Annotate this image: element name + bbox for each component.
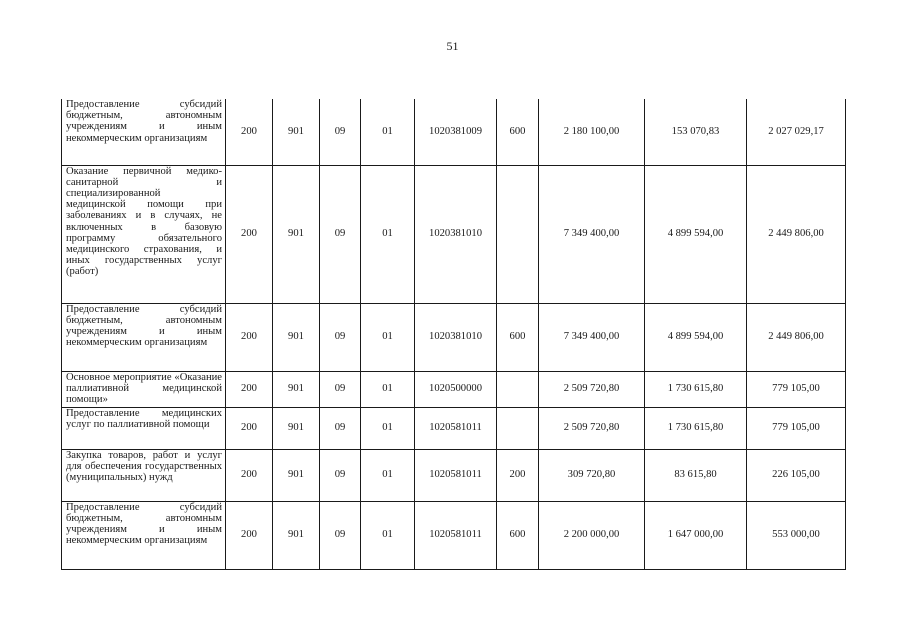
row-ministry-code-text: 901 <box>288 422 304 434</box>
row-executed-amount-text: 1 730 615,80 <box>667 383 724 395</box>
row-description-text: Оказание первичной медико-санитарной и специализированной медицинской помощи при заболеваниях и в случаях, не включенных в базовую программу обязательного медицинского страхования, и иных государственных услуг (работ) <box>66 165 222 278</box>
row-executed-amount-text: 4 899 594,00 <box>667 228 724 240</box>
row-executed-amount <box>645 501 747 569</box>
row-remaining-amount-text: 2 027 029,17 <box>768 126 824 138</box>
row-description <box>62 371 226 407</box>
row-target-code-text: 1020500000 <box>429 383 482 395</box>
row-executed-amount-text: 4 899 594,00 <box>667 331 724 343</box>
row-description-text: Предоставление медицинских услуг по паллиативной помощи <box>66 407 222 430</box>
row-subsection-code-text: 01 <box>382 126 393 138</box>
row-planned-amount <box>539 407 645 449</box>
row-subsection-code-text: 01 <box>382 422 393 434</box>
table-row <box>62 165 846 303</box>
row-subsection-code-text: 01 <box>382 469 393 481</box>
row-section-code-text: 09 <box>334 126 346 138</box>
row-remaining-amount-text: 2 449 806,00 <box>768 228 824 240</box>
row-target-code-text: 1020381009 <box>429 126 482 138</box>
row-executed-amount <box>645 407 747 449</box>
row-expense-type <box>497 449 539 501</box>
row-executed-amount <box>645 99 747 165</box>
row-code <box>226 99 273 165</box>
table-row <box>62 303 846 371</box>
row-remaining-amount-text: 2 449 806,00 <box>768 331 824 343</box>
row-subsection-code-text: 01 <box>382 228 393 240</box>
row-target-code-text: 1020381010 <box>429 331 482 343</box>
row-subsection-code <box>361 449 415 501</box>
row-target-code <box>415 407 497 449</box>
row-ministry-code <box>273 371 320 407</box>
row-section-code-text: 09 <box>334 383 346 395</box>
row-remaining-amount-text: 779 105,00 <box>772 383 820 395</box>
row-executed-amount-text: 153 070,83 <box>671 126 720 138</box>
row-subsection-code <box>361 407 415 449</box>
row-description <box>62 407 226 449</box>
table-row <box>62 407 846 449</box>
row-executed-amount-text: 83 615,80 <box>674 469 717 481</box>
row-code-text: 200 <box>241 331 257 343</box>
row-target-code-text: 1020581011 <box>429 422 482 434</box>
row-subsection-code <box>361 165 415 303</box>
row-target-code <box>415 501 497 569</box>
row-section-code <box>320 449 361 501</box>
row-ministry-code <box>273 501 320 569</box>
row-expense-type-text: 600 <box>509 331 526 343</box>
row-section-code-text: 09 <box>334 529 346 541</box>
row-ministry-code <box>273 165 320 303</box>
row-ministry-code <box>273 99 320 165</box>
row-ministry-code-text: 901 <box>288 228 304 240</box>
row-subsection-code <box>361 99 415 165</box>
row-ministry-code-text: 901 <box>288 331 304 343</box>
row-expense-type-text: 600 <box>509 529 526 541</box>
row-remaining-amount <box>747 501 846 569</box>
row-description-text: Предоставление субсидий бюджетным, автономным учреждениям и иным некоммерческим организациям <box>66 501 222 547</box>
row-section-code <box>320 165 361 303</box>
row-code <box>226 449 273 501</box>
row-description-text: Закупка товаров, работ и услуг для обеспечения государственных (муниципальных) нужд <box>66 449 222 483</box>
row-code <box>226 303 273 371</box>
row-remaining-amount-text: 779 105,00 <box>772 422 820 434</box>
row-section-code-text: 09 <box>334 469 346 481</box>
row-target-code <box>415 99 497 165</box>
row-code <box>226 165 273 303</box>
row-target-code-text: 1020381010 <box>429 228 482 240</box>
table-row <box>62 371 846 407</box>
row-section-code-text: 09 <box>334 422 346 434</box>
row-executed-amount <box>645 165 747 303</box>
row-remaining-amount <box>747 303 846 371</box>
row-description <box>62 165 226 303</box>
row-section-code <box>320 303 361 371</box>
row-section-code <box>320 407 361 449</box>
row-code-text: 200 <box>241 469 257 481</box>
row-section-code-text: 09 <box>334 228 346 240</box>
row-expense-type <box>497 407 539 449</box>
row-target-code <box>415 303 497 371</box>
row-planned-amount-text: 2 509 720,80 <box>563 422 620 434</box>
row-subsection-code <box>361 371 415 407</box>
row-expense-type-text: 200 <box>509 469 526 481</box>
table-row <box>62 449 846 501</box>
row-description <box>62 501 226 569</box>
row-planned-amount <box>539 501 645 569</box>
row-ministry-code-text: 901 <box>288 126 304 138</box>
row-subsection-code-text: 01 <box>382 331 393 343</box>
row-code-text: 200 <box>241 126 257 138</box>
row-executed-amount-text: 1 647 000,00 <box>667 529 724 541</box>
row-code-text: 200 <box>241 383 257 395</box>
row-planned-amount <box>539 165 645 303</box>
row-subsection-code-text: 01 <box>382 529 393 541</box>
row-planned-amount <box>539 99 645 165</box>
row-ministry-code <box>273 303 320 371</box>
row-description-text: Основное мероприятие «Оказание паллиативной медицинской помощи» <box>66 371 222 405</box>
row-subsection-code <box>361 501 415 569</box>
row-planned-amount-text: 2 200 000,00 <box>563 529 620 541</box>
row-section-code-text: 09 <box>334 331 346 343</box>
table-row <box>62 501 846 569</box>
row-ministry-code-text: 901 <box>288 529 304 541</box>
row-planned-amount-text: 309 720,80 <box>567 469 616 481</box>
row-executed-amount <box>645 449 747 501</box>
row-ministry-code-text: 901 <box>288 383 304 395</box>
row-subsection-code-text: 01 <box>382 383 393 395</box>
row-target-code-text: 1020581011 <box>429 469 482 481</box>
row-ministry-code <box>273 449 320 501</box>
row-target-code <box>415 165 497 303</box>
row-remaining-amount <box>747 165 846 303</box>
row-target-code <box>415 449 497 501</box>
row-description <box>62 449 226 501</box>
row-planned-amount-text: 2 180 100,00 <box>563 126 620 138</box>
row-executed-amount <box>645 303 747 371</box>
row-code <box>226 371 273 407</box>
row-description <box>62 303 226 371</box>
row-executed-amount-text: 1 730 615,80 <box>667 422 724 434</box>
row-subsection-code <box>361 303 415 371</box>
row-target-code <box>415 371 497 407</box>
row-planned-amount-text: 7 349 400,00 <box>563 228 620 240</box>
row-remaining-amount <box>747 371 846 407</box>
row-planned-amount-text: 2 509 720,80 <box>563 383 620 395</box>
row-code-text: 200 <box>241 228 257 240</box>
row-planned-amount <box>539 449 645 501</box>
budget-table <box>61 99 846 570</box>
row-executed-amount <box>645 371 747 407</box>
row-code <box>226 501 273 569</box>
row-section-code <box>320 99 361 165</box>
row-section-code <box>320 371 361 407</box>
row-description-text: Предоставление субсидий бюджетным, автономным учреждениям и иным некоммерческим организациям <box>66 99 222 144</box>
row-remaining-amount-text: 553 000,00 <box>772 529 820 541</box>
row-remaining-amount <box>747 449 846 501</box>
page-number: 51 <box>446 39 459 53</box>
row-remaining-amount-text: 226 105,00 <box>772 469 820 481</box>
row-description <box>62 99 226 165</box>
row-remaining-amount <box>747 407 846 449</box>
row-ministry-code-text: 901 <box>288 469 304 481</box>
row-target-code-text: 1020581011 <box>429 529 482 541</box>
row-code-text: 200 <box>241 529 257 541</box>
row-section-code <box>320 501 361 569</box>
row-expense-type <box>497 501 539 569</box>
row-expense-type <box>497 303 539 371</box>
row-expense-type <box>497 165 539 303</box>
row-planned-amount-text: 7 349 400,00 <box>563 331 620 343</box>
row-expense-type-text: 600 <box>509 126 526 138</box>
row-expense-type <box>497 371 539 407</box>
row-code <box>226 407 273 449</box>
table-row <box>62 99 846 165</box>
row-planned-amount <box>539 303 645 371</box>
row-expense-type <box>497 99 539 165</box>
row-planned-amount <box>539 371 645 407</box>
row-description-text: Предоставление субсидий бюджетным, автономным учреждениям и иным некоммерческим организациям <box>66 303 222 349</box>
row-code-text: 200 <box>241 422 257 434</box>
row-ministry-code <box>273 407 320 449</box>
row-remaining-amount <box>747 99 846 165</box>
